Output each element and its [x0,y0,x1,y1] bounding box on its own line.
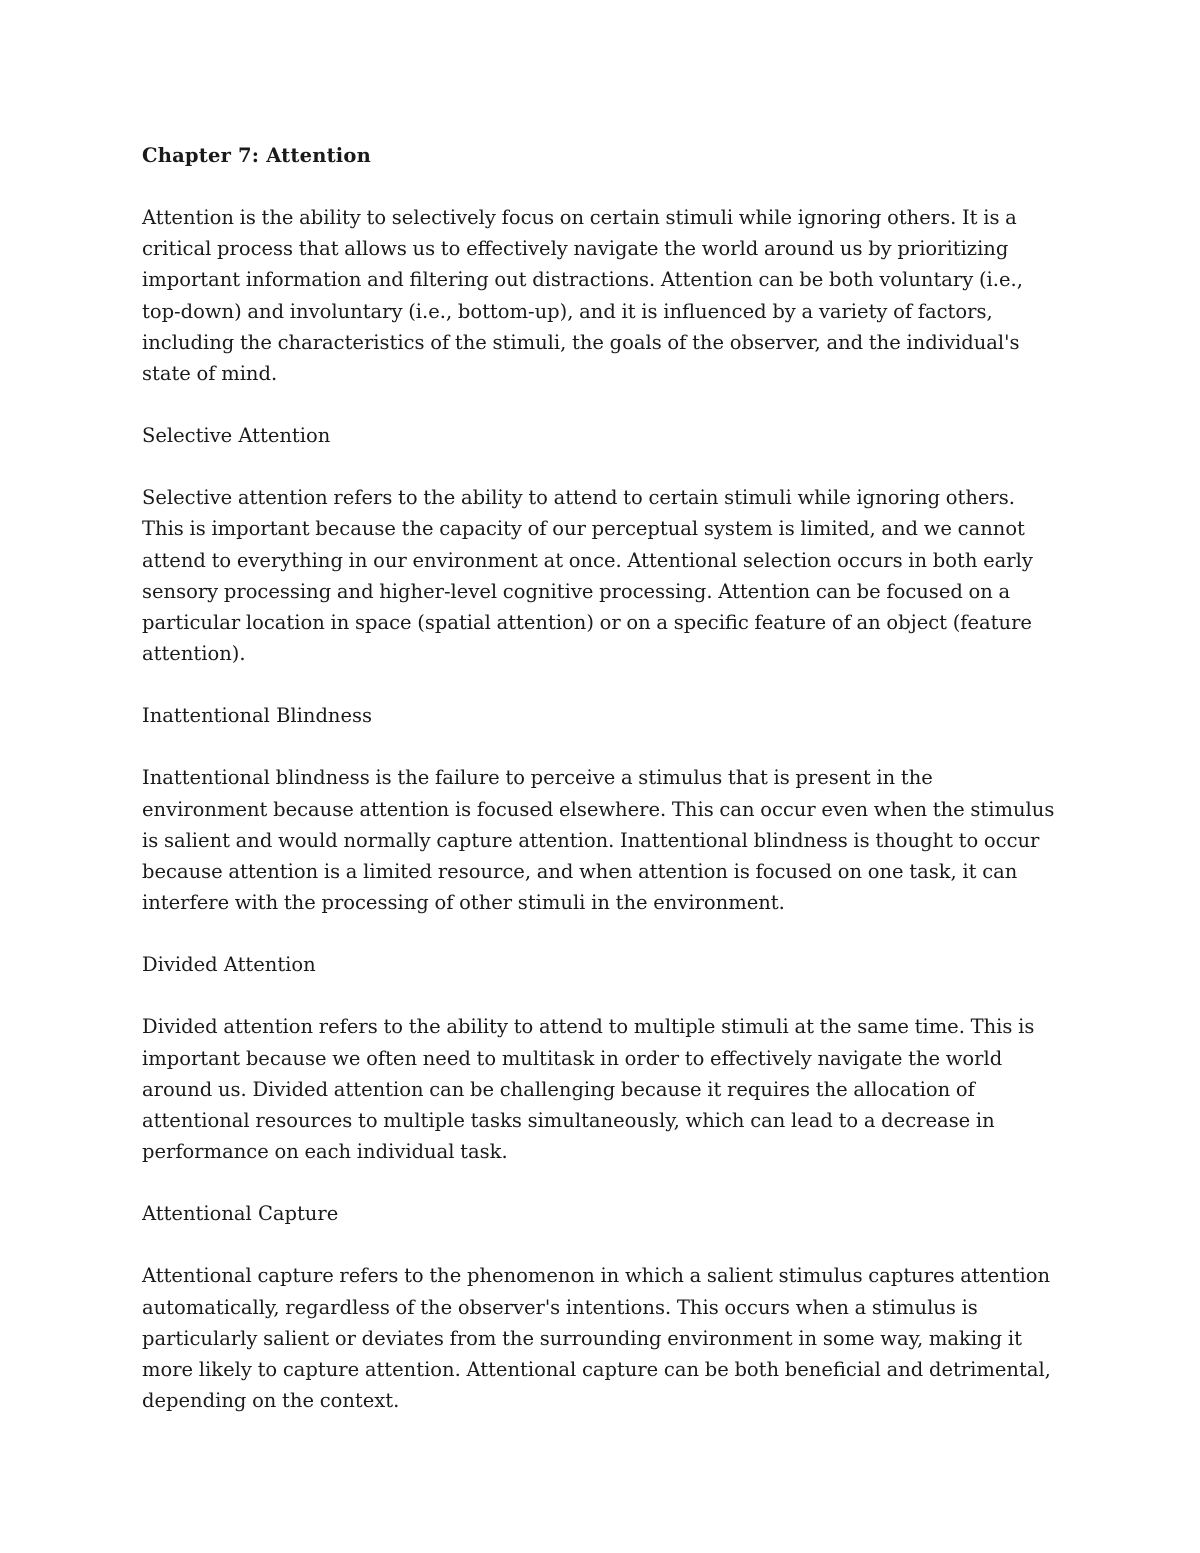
section-body-attentional-capture: Attentional capture refers to the phenomenon in which a salient stimulus captures attention automatically, regardless of the observer's intentions. This occurs when a stimulus is particularly salient or deviates from the surrounding environment in some way, making it more likely to capture attention. Attentional capture can be both beneficial and detrimental, depending on the context. [142,1264,1051,1413]
section-heading-divided-attention: Divided Attention [142,953,316,977]
document-content [142,140,1062,1447]
section-heading-selective-attention: Selective Attention [142,424,331,448]
section-body-selective-attention: Selective attention refers to the ability to attend to certain stimuli while ignoring others. This is important because the capacity of our perceptual system is limited, and we cannot attend to everything in our environment at once. Attentional selection occurs in both early sensory processing and higher-level cognitive processing. Attention can be focused on a particular location in space (spatial attention) or on a specific feature of an object (feature attention). [142,486,1033,666]
section-heading-inattentional-blindness: Inattentional Blindness [142,704,373,728]
intro-paragraph: Attention is the ability to selectively focus on certain stimuli while ignoring others. It is a critical process that allows us to effectively navigate the world around us by prioritizing important information and filtering out distractions. Attention can be both voluntary (i.e., top-down) and involuntary (i.e., bottom-up), and it is influenced by a variety of factors, including the characteristics of the stimuli, the goals of the observer, and the individual's state of mind. [142,206,1023,386]
section-body-divided-attention: Divided attention refers to the ability to attend to multiple stimuli at the same time. This is important because we often need to multitask in order to effectively navigate the world around us. Divided attention can be challenging because it requires the allocation of attentional resources to multiple tasks simultaneously, which can lead to a decrease in performance on each individual task. [142,1015,1035,1164]
section-body-inattentional-blindness: Inattentional blindness is the failure to perceive a stimulus that is present in the environment because attention is focused elsewhere. This can occur even when the stimulus is salient and would normally capture attention. Inattentional blindness is thought to occur because attention is a limited resource, and when attention is focused on one task, it can interfere with the processing of other stimuli in the environment. [142,766,1055,915]
section-heading-attentional-capture: Attentional Capture [142,1202,339,1226]
chapter-title: Chapter 7: Attention [142,144,371,167]
